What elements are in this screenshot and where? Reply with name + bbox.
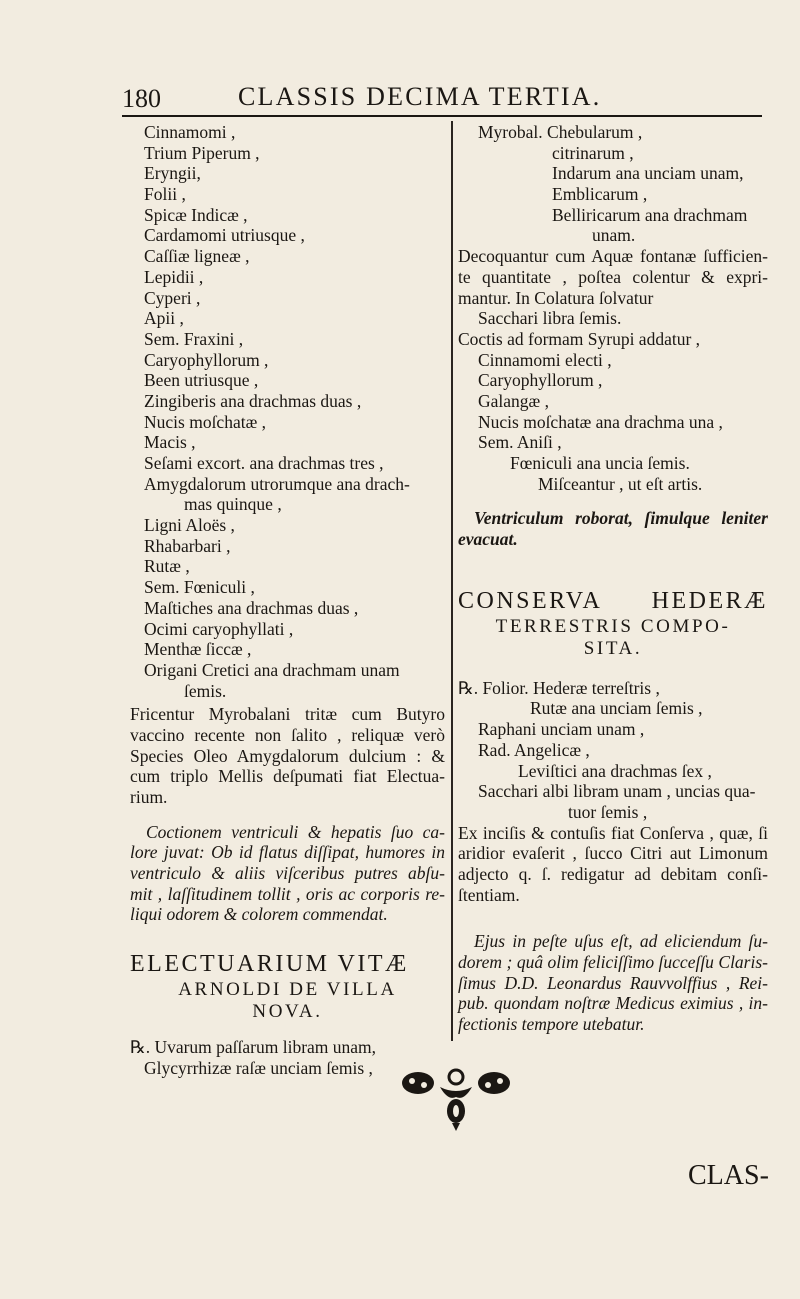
ingredient-line: Macis , [144,432,196,453]
myrobalan-list [458,122,768,246]
section-title-conserva [458,586,768,660]
virtues-paragraph [130,822,445,925]
text-line: ℞. Folior. Hederæ terreſtris , [458,677,660,698]
ingredient-line: ſemis. [184,680,227,701]
text-line: ventriculo & aliis viſceribus putres abſu- [130,863,445,884]
ingredient-line: Sem. Fœniculi , [144,577,255,598]
ingredient-line: Amygdalorum utrorumque ana drach- [144,473,410,494]
text-line: te quantitate , poſtea colentur & expri- [458,266,768,287]
text-line: adjecto q. ſ. redigatur ad debitam conſi- [458,863,768,884]
ingredient-line: Menthæ ſiccæ , [144,639,252,660]
text-line: Raphani unciam unam , [478,719,645,740]
text-line: fectionis tempore utebatur. [458,1014,645,1035]
ingredient-line: Emblicarum , [552,184,648,205]
ingredient-line: Indarum ana unciam unam, [552,163,744,184]
running-head: CLASSIS DECIMA TERTIA. [238,82,602,111]
ingredient-line: Sem. Fraxini , [144,328,244,349]
text-line: vaccino recente non ſalito , reliquæ verò [130,724,445,745]
text-line: Ex inciſis & contuſis fiat Conſerva , quæ, ſi [458,822,768,843]
text-line: evacuat. [458,529,518,550]
ingredient-line: Myrobal. Chebularum , [478,122,643,142]
preparation-paragraph [130,704,445,807]
ingredient-line: Rhabarbari , [144,535,231,556]
ingredient-line: Cardamomi utriusque , [144,225,305,246]
text-line: aridior evaſerit , ſucco Citri aut Limonum [458,843,768,864]
text-line: Rutæ ana unciam ſemis , [530,698,703,719]
text-line: pub. quondam noſtræ Medicus eximius , in- [458,993,768,1014]
title-line: ELECTUARIUM VITÆ [130,951,409,978]
ingredient-line: Maſtiches ana drachmas duas , [144,597,359,618]
text-line: Ventriculum roborat, ſimulque leniter [474,508,768,529]
ingredient-line: Trium Piperum , [144,142,260,163]
header-rule [122,115,762,117]
catchword: CLAS- [688,1160,769,1191]
title-line: ARNOLDI DE VILLA [178,979,397,1001]
text-line: mantur. In Colatura ſolvatur [458,287,654,308]
ingredient-line: Miſceantur , ut eſt artis. [538,473,703,494]
decoction-paragraph [458,246,768,308]
ingredient-line: citrinarum , [552,142,634,163]
title-line: SITA. [583,637,643,659]
ingredient-line: Eryngii, [144,163,201,184]
text-line: Sacchari albi libram unam , uncias qua- [478,781,756,802]
text-line: ℞. Uvarum paſſarum libram unam, [130,1037,377,1058]
ingredient-line: Cinnamomi electi , [478,349,612,370]
text-line: Coctionem ventriculi & hepatis ſuo ca- [146,821,445,842]
ingredient-line: Rutæ , [144,556,190,577]
ingredient-line: Galangæ , [478,390,549,411]
recipe-block [130,1037,445,1078]
text-line: ſimus D.D. Leonardus Rauvvolffius , Rei- [458,972,768,993]
text-line: Leviſtici ana drachmas ſex , [518,760,712,781]
ingredient-line: Origani Cretici ana drachmam unam [144,659,400,680]
recipe-block-2 [458,678,768,823]
ingredient-line: Ligni Aloës , [144,515,235,536]
text-line: Decoquantur cum Aquæ fontanæ ſufficien- [458,246,768,267]
conserva-paragraph [458,823,768,906]
ingredient-line: Caſſiæ ligneæ , [144,246,250,267]
ingredient-line: Caryophyllorum , [478,370,603,391]
text-line: Ejus in peſte uſus eſt, ad eliciendum ſu- [474,931,768,952]
ingredient-line: Been utriusque , [144,370,259,391]
text-line: Species Oleo Amygdalorum dulcium : & [130,745,445,766]
ingredient-line: Fœniculi ana uncia ſemis. [510,453,690,473]
ingredient-line: Apii , [144,308,184,329]
left-column [130,122,445,1079]
title-line: TERRESTRIS COMPO- [495,615,731,637]
syrup-list [458,308,768,494]
ingredient-line: Ocimi caryophyllati , [144,618,294,639]
text-line: tuor ſemis , [568,801,648,822]
text-line: cum triplo Mellis deſpumati fiat Electua- [130,766,445,787]
column-divider [451,121,453,1041]
plague-paragraph [458,931,768,1034]
ingredient-line: Sacchari libra ſemis. [478,308,622,329]
title-line: CONSERVA HEDERÆ [458,587,768,614]
virtues-paragraph-2 [458,508,768,549]
right-column [458,122,768,1035]
text-line: ſtentiam. [458,884,520,905]
ingredient-line: Seſami excort. ana drachmas tres , [144,453,384,473]
ingredient-line: Nucis moſchatæ ana drachma una , [478,411,723,432]
text-line: Glycyrrhizæ raſæ unciam ſemis , [144,1057,373,1078]
ingredient-line: Belliricarum ana drachmam [552,204,748,225]
ingredient-line: Caryophyllorum , [144,349,269,370]
ingredient-line: mas quinque , [184,494,282,515]
ingredient-line: Coctis ad formam Syrupi addatur , [458,328,701,349]
ingredient-line: Spicæ Indicæ , [144,204,248,225]
printers-ornament [400,1067,512,1131]
ingredient-line: Folii , [144,184,186,205]
text-line: Rad. Angelicæ , [478,739,590,760]
title-line: NOVA. [252,1001,323,1023]
text-line: dorem ; quâ olim feliciſſimo ſucceſſu Claris- [458,952,768,972]
ingredient-line: Lepidii , [144,266,204,287]
text-line: lore juvat: Ob id flatus diſſipat, humores in [130,842,445,863]
ingredient-line: Cyperi , [144,287,201,308]
ingredient-line: Zingiberis ana drachmas duas , [144,390,362,411]
text-line: mit , laſſitudinem tollit , oris ac corporis re- [130,883,445,904]
section-title-electuarium [130,949,445,1023]
page-number: 180 [122,84,161,113]
text-line: rium. [130,787,168,807]
ingredient-line: unam. [592,225,636,246]
ingredient-line: Cinnamomi , [144,122,236,142]
text-line: liqui odorem & colorem commendat. [130,904,388,925]
text-line: Fricentur Myrobalani tritæ cum Butyro [130,704,445,725]
ingredient-line: Sem. Aniſi , [478,432,562,453]
ingredient-line: Nucis moſchatæ , [144,411,266,432]
